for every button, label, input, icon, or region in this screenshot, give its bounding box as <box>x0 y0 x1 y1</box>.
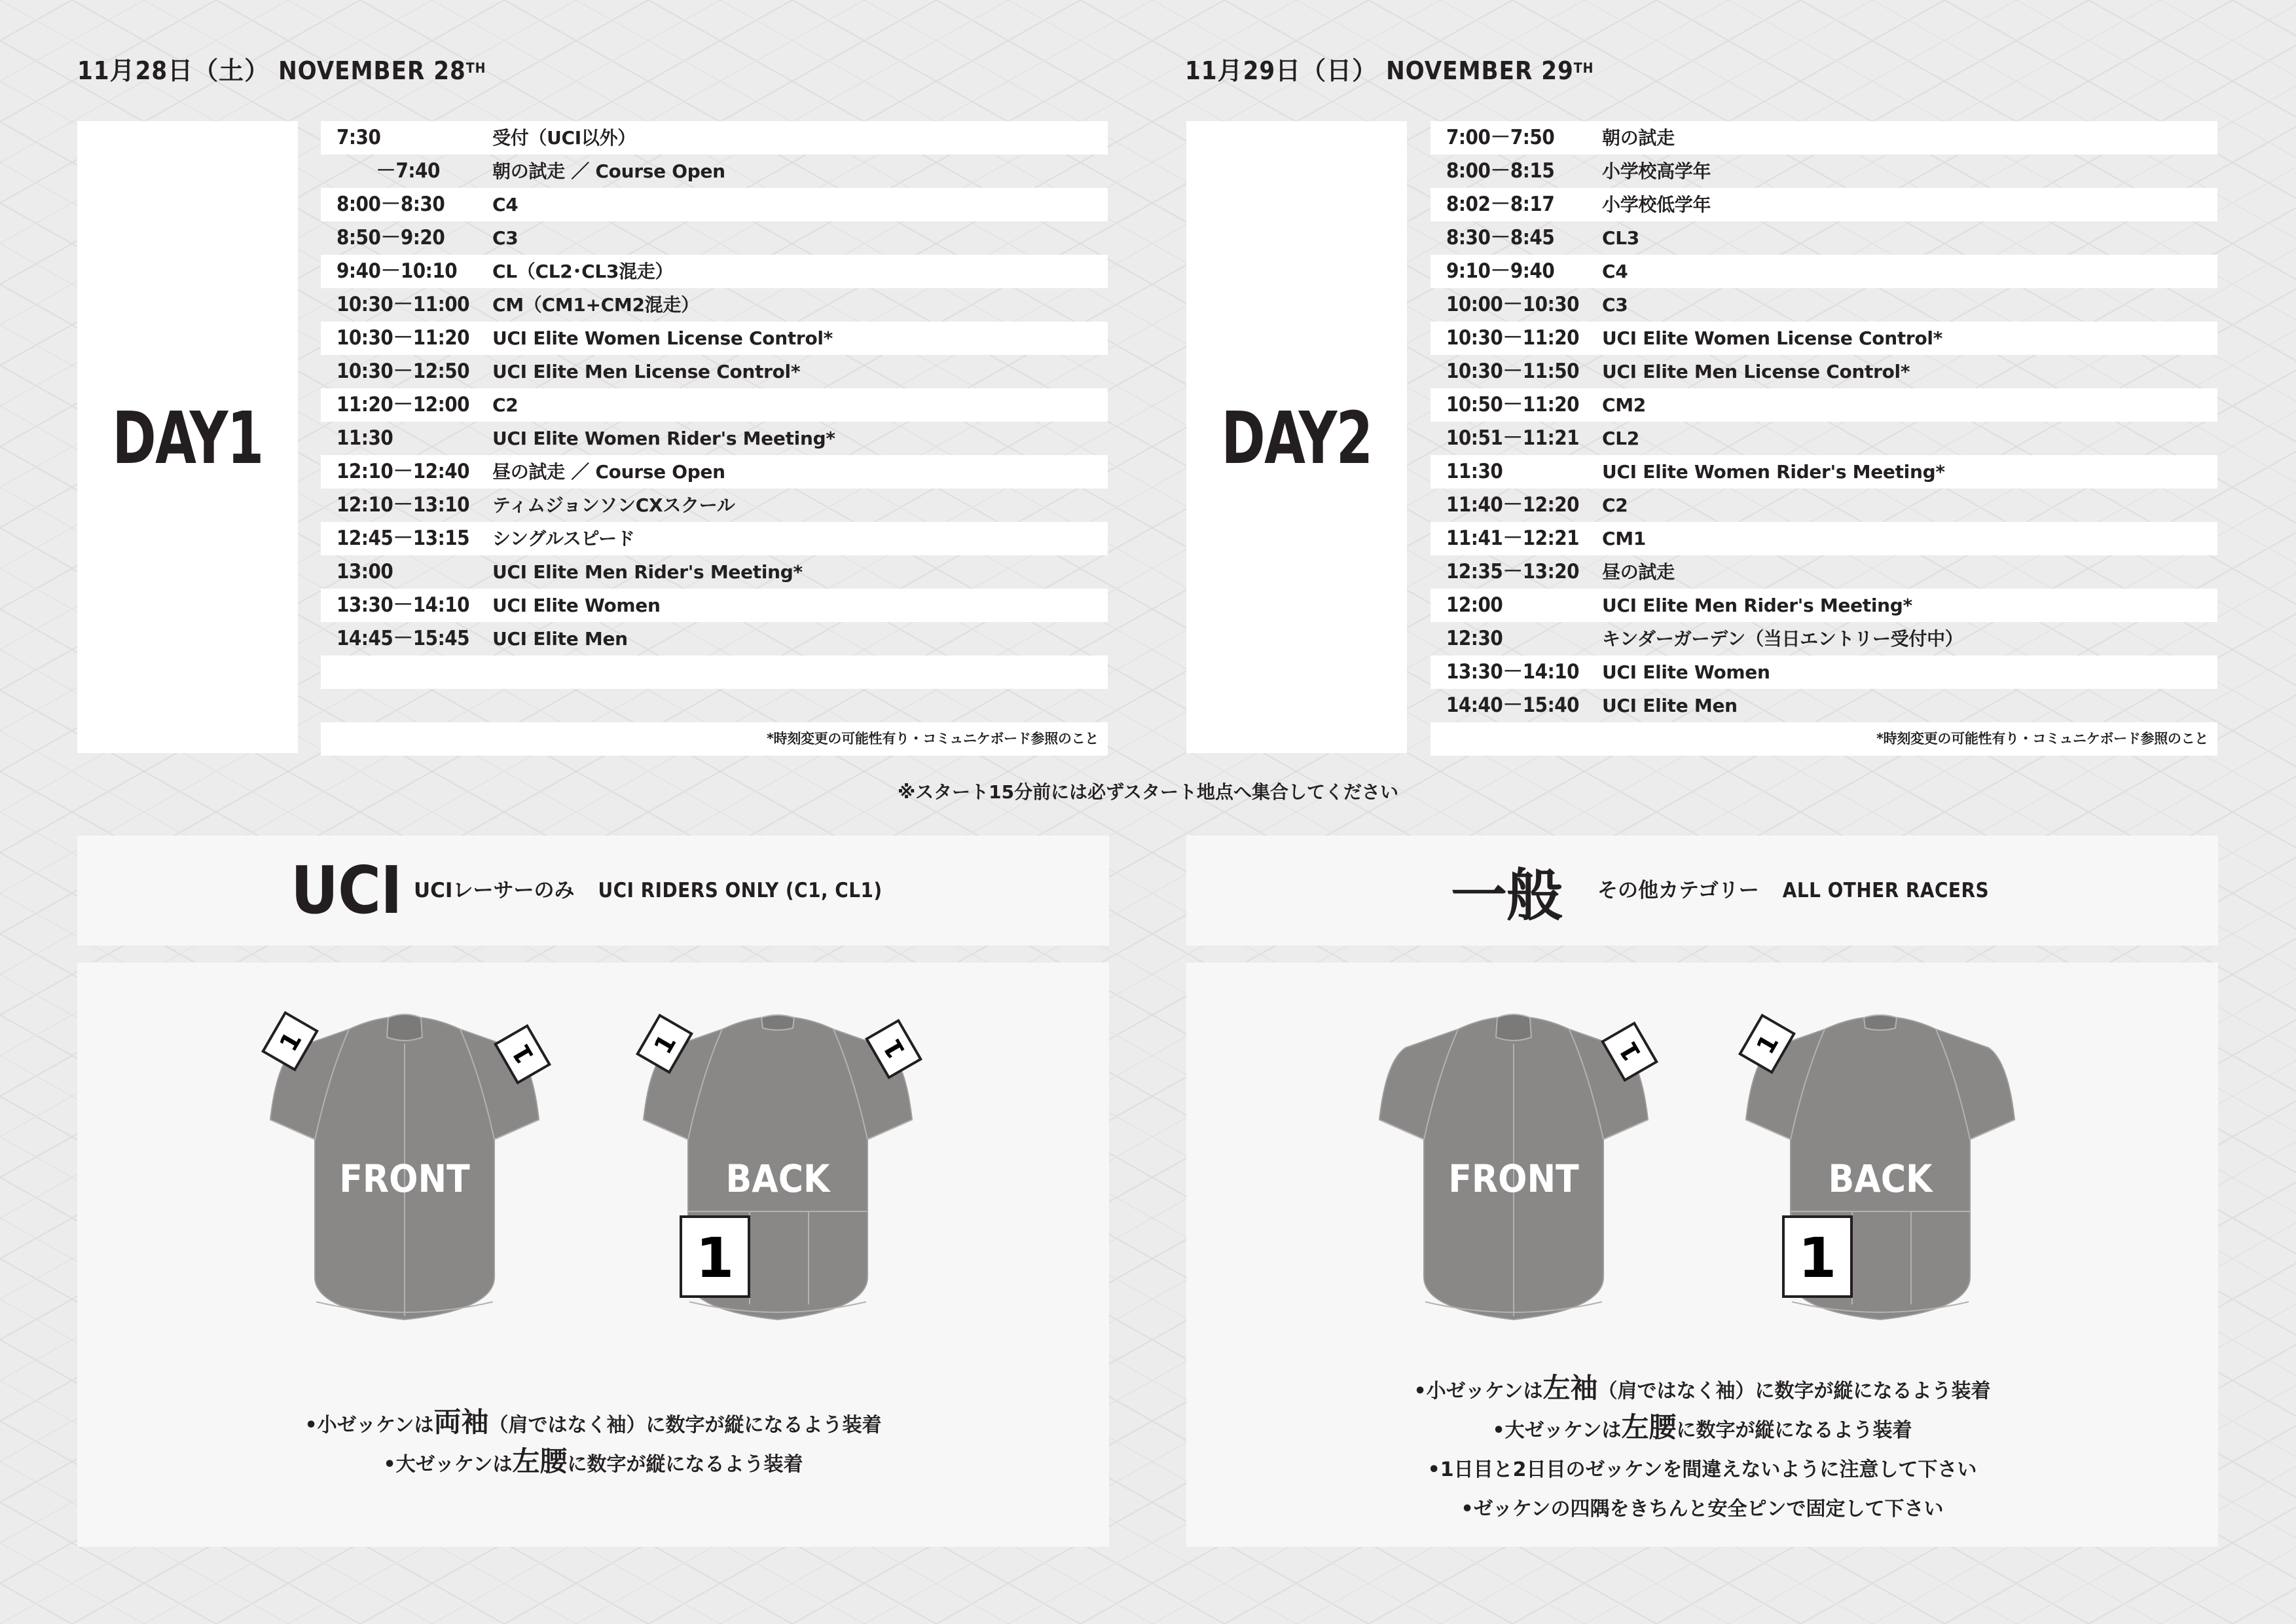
schedule-time: 9:10－9:40 <box>1446 259 1555 283</box>
instruction-em: 両袖 <box>433 1406 489 1438</box>
schedule-row <box>321 589 1108 622</box>
schedule-row <box>1430 422 2217 455</box>
instruction-em: 左腰 <box>512 1445 568 1477</box>
schedule-time: 10:30－11:00 <box>337 293 470 316</box>
instruction-pre: •1日目と2日目のゼッケンを間違えないように注意して下さい <box>1427 1458 1977 1481</box>
schedule-row <box>1430 555 2217 589</box>
schedule-time: 10:50－11:20 <box>1446 393 1580 416</box>
instruction-line <box>1186 1369 2218 1408</box>
schedule-event: C3 <box>492 227 519 249</box>
schedule-event: CL（CL2･CL3混走） <box>492 261 674 282</box>
schedule-time: 11:30 <box>337 426 393 450</box>
schedule-event: UCI Elite Men <box>492 628 628 650</box>
schedule-row <box>321 622 1108 655</box>
schedule-row <box>321 555 1108 589</box>
uci-instructions <box>77 1403 1109 1481</box>
schedule-event: C4 <box>1602 261 1628 282</box>
general-big-number: 1 <box>1798 1226 1837 1290</box>
uci-back-left-small-number: 1 <box>648 1029 682 1059</box>
instruction-pre: •小ゼッケンは <box>1413 1380 1543 1403</box>
instruction-line <box>1186 1447 2218 1486</box>
jersey-collar <box>1864 1015 1897 1030</box>
day1-heading-sup: TH <box>465 60 486 76</box>
schedule-event: UCI Elite Men Rider's Meeting* <box>1602 595 1912 616</box>
schedule-event: UCI Elite Women License Control* <box>1602 327 1943 349</box>
general-back-jersey <box>1726 989 2034 1356</box>
day1-label-block <box>77 121 298 753</box>
schedule-row <box>1430 455 2217 489</box>
schedule-time: 14:40－15:40 <box>1446 693 1580 717</box>
schedule-time: 10:30－11:50 <box>1446 360 1580 383</box>
schedule-row <box>1430 255 2217 288</box>
instruction-line <box>77 1403 1109 1442</box>
schedule-time: 11:41－12:21 <box>1446 526 1580 550</box>
schedule-time: 10:51－11:21 <box>1446 426 1580 450</box>
general-front-small-number: 1 <box>1613 1037 1647 1066</box>
instruction-post: （肩ではなく袖）に数字が縦になるよう装着 <box>1597 1380 1991 1403</box>
general-back-small-number: 1 <box>1751 1029 1785 1059</box>
jersey-collar <box>761 1015 794 1030</box>
day1-heading-en: NOVEMBER 28 <box>278 56 466 85</box>
schedule-event: UCI Elite Women Rider's Meeting* <box>1602 461 1945 483</box>
schedule-event: UCI Elite Women License Control* <box>492 327 833 349</box>
day2-schedule <box>1430 121 2217 756</box>
schedule-row <box>1430 589 2217 622</box>
schedule-row <box>1430 522 2217 555</box>
uci-subtitle <box>414 877 883 904</box>
general-subtitle-jp: その他カテゴリー <box>1597 879 1759 902</box>
instruction-post: に数字が縦になるよう装着 <box>567 1453 803 1476</box>
schedule-time: 12:45－13:15 <box>337 526 470 550</box>
uci-subtitle-jp: UCIレーサーのみ <box>414 879 575 902</box>
general-subtitle-en: ALL OTHER RACERS <box>1782 879 1990 902</box>
schedule-event: UCI Elite Women Rider's Meeting* <box>492 428 835 449</box>
general-title: 一般 <box>1451 863 1562 929</box>
schedule-time: 10:30－12:50 <box>337 360 470 383</box>
general-front-label: FRONT <box>1448 1156 1579 1201</box>
schedule-time: 7:30 <box>337 126 381 149</box>
schedule-row <box>321 188 1108 221</box>
uci-front-jersey <box>251 989 558 1356</box>
instruction-pre: •大ゼッケンは <box>383 1453 513 1476</box>
uci-front-label: FRONT <box>339 1156 470 1201</box>
schedule-time: －7:40 <box>376 159 440 183</box>
schedule-time: 8:02－8:17 <box>1446 193 1555 216</box>
instruction-em: 左腰 <box>1621 1411 1677 1443</box>
day1-heading-jp: 11月28日（土） <box>77 56 270 85</box>
schedule-event: シングルスピード <box>492 528 635 549</box>
schedule-event: ティムジョンソンCXスクール <box>492 494 735 516</box>
general-panel-header <box>1186 836 2218 946</box>
schedule-event: キンダーガーデン（当日エントリー受付中） <box>1602 628 1963 650</box>
schedule-time: 8:00－8:15 <box>1446 159 1555 183</box>
schedule-time: 12:30 <box>1446 627 1503 650</box>
schedule-event: C2 <box>1602 494 1628 516</box>
day2-label-block <box>1186 121 1407 753</box>
schedule-event: 受付（UCI以外） <box>492 127 636 149</box>
day2-label: DAY2 <box>1221 396 1372 480</box>
day1-label: DAY1 <box>112 396 263 480</box>
general-panel-body <box>1186 963 2218 1547</box>
schedule-row <box>321 522 1108 555</box>
schedule-event: CL3 <box>1602 227 1639 249</box>
schedule-event: CM（CM1+CM2混走） <box>492 294 699 316</box>
schedule-row <box>1430 622 2217 655</box>
schedule-time: 13:30－14:10 <box>1446 660 1580 684</box>
instruction-pre: •小ゼッケンは <box>304 1414 434 1437</box>
jersey-collar <box>1496 1014 1531 1041</box>
schedule-time: 11:40－12:20 <box>1446 493 1580 517</box>
uci-back-jersey <box>624 989 932 1356</box>
general-instructions <box>1186 1369 2218 1526</box>
schedule-row <box>321 255 1108 288</box>
schedule-row <box>321 355 1108 388</box>
schedule-time: 14:45－15:45 <box>337 627 470 650</box>
general-back-label: BACK <box>1828 1156 1933 1201</box>
schedule-note: *時刻変更の可能性有り・コミュニケボード参照のこと <box>766 731 1099 747</box>
start-note: ※スタート15分前には必ずスタート地点へ集合してください <box>897 781 1399 803</box>
schedule-time: 13:00 <box>337 560 393 583</box>
schedule-row <box>1430 188 2217 221</box>
schedule-note-bar <box>321 722 1108 756</box>
schedule-row <box>1430 655 2217 689</box>
instruction-pre: •大ゼッケンは <box>1492 1419 1622 1442</box>
schedule-event: UCI Elite Women <box>492 595 661 616</box>
schedule-row <box>1430 489 2217 522</box>
schedule-event: 小学校高学年 <box>1602 160 1711 182</box>
schedule-event: UCI Elite Women <box>1602 661 1770 683</box>
schedule-row <box>321 455 1108 489</box>
schedule-event: 朝の試走 <box>1602 127 1675 149</box>
uci-back-label: BACK <box>725 1156 830 1201</box>
schedule-event: CM2 <box>1602 394 1646 416</box>
day2-heading-sup: TH <box>1573 60 1594 76</box>
schedule-row <box>321 689 1108 722</box>
schedule-note: *時刻変更の可能性有り・コミュニケボード参照のこと <box>1876 731 2208 747</box>
instruction-line <box>1186 1408 2218 1447</box>
schedule-event: 朝の試走 ／ Course Open <box>492 160 725 182</box>
instruction-em: 左袖 <box>1542 1372 1598 1404</box>
schedule-row <box>321 655 1108 689</box>
schedule-row <box>1430 322 2217 355</box>
instruction-pre: •ゼッケンの四隅をきちんと安全ピンで固定して下さい <box>1461 1498 1944 1521</box>
day2-heading-en: NOVEMBER 29 <box>1386 56 1574 85</box>
schedule-time: 7:00－7:50 <box>1446 126 1555 149</box>
schedule-event: 小学校低学年 <box>1602 194 1711 215</box>
instruction-line <box>1186 1486 2218 1526</box>
schedule-row <box>1430 288 2217 322</box>
schedule-time: 10:00－10:30 <box>1446 293 1580 316</box>
day2-heading-jp: 11月29日（日） <box>1185 56 1378 85</box>
schedule-event: UCI Elite Men Rider's Meeting* <box>492 561 803 583</box>
schedule-row <box>321 221 1108 255</box>
uci-title: UCI <box>291 852 402 929</box>
schedule-row <box>321 489 1108 522</box>
schedule-time: 12:35－13:20 <box>1446 560 1580 583</box>
schedule-time: 8:00－8:30 <box>337 193 445 216</box>
schedule-event: CL2 <box>1602 428 1639 449</box>
schedule-time: 12:00 <box>1446 593 1503 617</box>
schedule-time: 9:40－10:10 <box>337 259 458 283</box>
schedule-row <box>1430 221 2217 255</box>
schedule-event: UCI Elite Men License Control* <box>1602 361 1910 382</box>
schedule-time: 10:30－11:20 <box>1446 326 1580 350</box>
schedule-row <box>1430 689 2217 722</box>
schedule-event: CM1 <box>1602 528 1646 549</box>
instruction-post: に数字が縦になるよう装着 <box>1676 1419 1912 1442</box>
jersey-collar <box>387 1014 422 1041</box>
schedule-event: UCI Elite Men License Control* <box>492 361 801 382</box>
schedule-time: 12:10－12:40 <box>337 460 470 483</box>
schedule-row <box>321 288 1108 322</box>
schedule-row <box>321 155 1108 188</box>
schedule-time: 11:20－12:00 <box>337 393 470 416</box>
uci-subtitle-en: UCI RIDERS ONLY (C1, CL1) <box>598 879 883 902</box>
day1-schedule <box>321 121 1108 756</box>
uci-big-number: 1 <box>695 1226 735 1290</box>
uci-back-hip-number <box>681 1217 749 1297</box>
schedule-event: UCI Elite Men <box>1602 695 1738 716</box>
schedule-row <box>321 422 1108 455</box>
uci-front-right-small-number: 1 <box>506 1039 540 1069</box>
schedule-event: 昼の試走 ／ Course Open <box>492 461 725 483</box>
schedule-event: 昼の試走 <box>1602 561 1675 583</box>
uci-panel-header <box>77 836 1109 946</box>
schedule-row <box>1430 355 2217 388</box>
schedule-event: C3 <box>1602 294 1628 316</box>
day1-heading <box>77 51 486 90</box>
schedule-row <box>1430 388 2217 422</box>
schedule-time: 10:30－11:20 <box>337 326 470 350</box>
schedule-time: 13:30－14:10 <box>337 593 470 617</box>
schedule-event: C2 <box>492 394 519 416</box>
schedule-event: C4 <box>492 194 519 215</box>
uci-front-left-small-number: 1 <box>274 1027 308 1056</box>
schedule-note-bar <box>1430 722 2217 756</box>
day2-heading <box>1185 51 1594 90</box>
general-back-hip-number <box>1783 1217 1851 1297</box>
uci-back-right-small-number: 1 <box>877 1034 911 1063</box>
instruction-post: （肩ではなく袖）に数字が縦になるよう装着 <box>488 1414 882 1437</box>
schedule-row <box>1430 155 2217 188</box>
schedule-time: 12:10－13:10 <box>337 493 470 517</box>
schedule-time: 8:30－8:45 <box>1446 226 1555 249</box>
schedule-time: 8:50－9:20 <box>337 226 445 249</box>
general-subtitle <box>1597 877 1989 904</box>
instruction-line <box>77 1442 1109 1481</box>
schedule-row <box>321 322 1108 355</box>
general-front-jersey <box>1360 989 1667 1356</box>
schedule-row <box>321 388 1108 422</box>
schedule-row <box>321 121 1108 155</box>
schedule-row <box>1430 121 2217 155</box>
uci-panel-body <box>77 963 1109 1547</box>
schedule-time: 11:30 <box>1446 460 1503 483</box>
